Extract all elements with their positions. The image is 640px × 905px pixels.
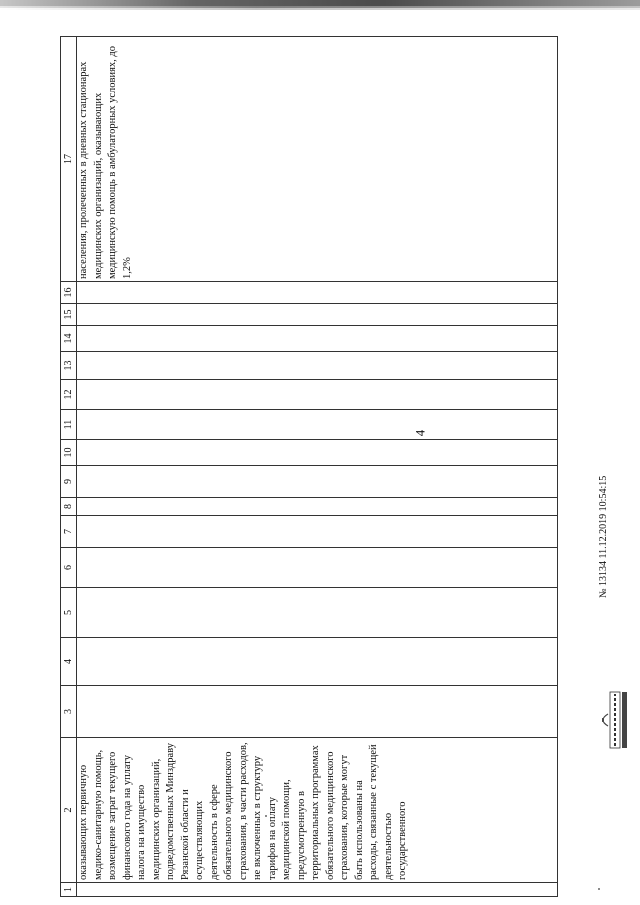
col-num-11: 11 [61, 410, 77, 440]
col-num-4: 4 [61, 638, 77, 686]
cell-col-11 [77, 410, 558, 440]
cell-col-7 [77, 516, 558, 548]
scan-speck [265, 815, 267, 817]
registration-stamp: № 13134 11.12.2019 10:54:15 [598, 475, 609, 598]
rotated-table-area [60, 37, 557, 897]
scan-edge-shadow [0, 6, 640, 10]
data-table [60, 36, 558, 897]
col-num-1: 1 [61, 883, 77, 897]
col-num-6: 6 [61, 548, 77, 588]
cell-col-8 [77, 498, 558, 516]
cell-col-12 [77, 380, 558, 410]
table-row [77, 37, 558, 897]
cell-col-6 [77, 548, 558, 588]
registration-logo-icon [602, 690, 634, 750]
col-num-7: 7 [61, 516, 77, 548]
cell-col-5 [77, 588, 558, 638]
col-num-15: 15 [61, 304, 77, 326]
cell-col-4 [77, 638, 558, 686]
page-number: 4 [412, 429, 428, 437]
col-num-16: 16 [61, 282, 77, 304]
cell-col-2-text: оказывающих первичную медико-санитарную помощь, возмещение затрат текущего финансового года на уплату налога на имущество медицинских организаций, подведомственных Минздраву Рязанской области и осуществляющих деятельность в сфере обязательного медицинского страхования, в части расходов, не включенных в структуру тарифов на оплату медицинской помощи, предусмотренную в территориальных программах обязательного медицинского страхования, которые могут быть использованы на расходы, связанные с текущей деятельностью государственного [77, 738, 558, 883]
cell-col-14 [77, 326, 558, 352]
cell-col-10 [77, 440, 558, 466]
col-num-5: 5 [61, 588, 77, 638]
cell-col-17-text: населения, пролеченных в дневных стационарах медицинских организаций, оказывающих медицинскую помощь в амбулаторных условиях, до 1,2% [77, 37, 558, 282]
cell-col-1 [77, 883, 558, 897]
cell-col-13 [77, 352, 558, 380]
col-num-10: 10 [61, 440, 77, 466]
column-number-row [61, 37, 77, 897]
cell-col-16 [77, 282, 558, 304]
col-num-17: 17 [61, 37, 77, 282]
rotated-table-wrapper [60, 37, 557, 897]
scan-speck [598, 888, 600, 890]
col-num-2: 2 [61, 738, 77, 883]
cell-col-3 [77, 686, 558, 738]
col-num-13: 13 [61, 352, 77, 380]
col-num-14: 14 [61, 326, 77, 352]
cell-col-9 [77, 466, 558, 498]
cell-col-15 [77, 304, 558, 326]
col-num-3: 3 [61, 686, 77, 738]
col-num-8: 8 [61, 498, 77, 516]
col-num-12: 12 [61, 380, 77, 410]
col-num-9: 9 [61, 466, 77, 498]
